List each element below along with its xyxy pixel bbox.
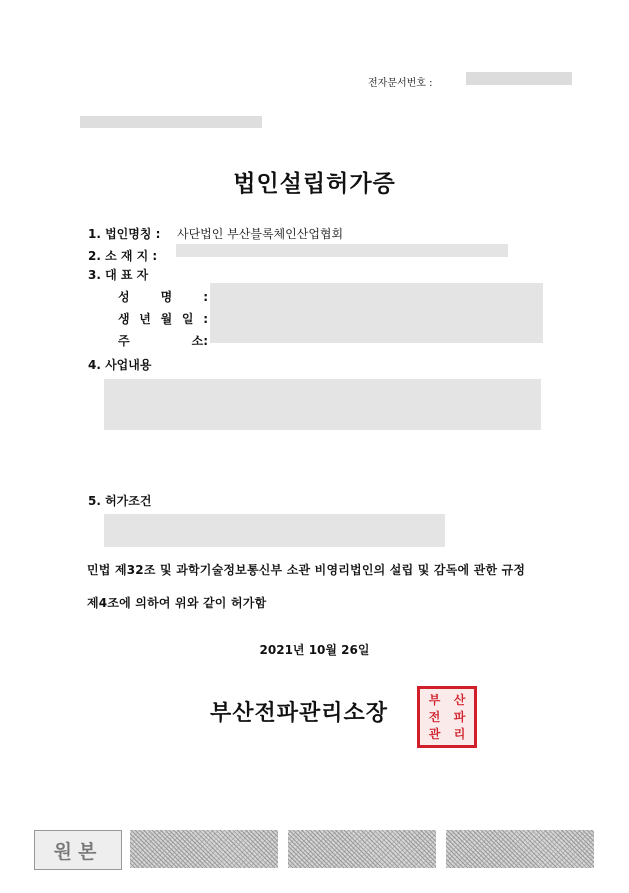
seal-char: 전 xyxy=(428,709,441,724)
issue-date: 2021년 10월 26일 xyxy=(259,643,370,657)
statement-line-1: 민법 제32조 및 과학기술정보통신부 소관 비영리법인의 설립 및 감독에 관한 규정 xyxy=(87,563,526,577)
address-label: 주 소: xyxy=(118,334,208,348)
statement-line-2: 제4조에 의하여 위와 같이 허가함 xyxy=(87,596,267,610)
seal-char: 리 xyxy=(453,727,466,742)
business-redaction xyxy=(104,379,541,430)
business-label: 4. 사업내용 xyxy=(88,358,152,372)
birth-label: 생 년 월 일 : xyxy=(118,312,208,326)
representative-redaction xyxy=(210,283,543,343)
seal-char: 파 xyxy=(453,709,466,724)
seal-char: 산 xyxy=(453,692,466,707)
conditions-redaction xyxy=(104,514,445,547)
representative-label: 3. 대 표 자 xyxy=(88,268,149,282)
security-pattern xyxy=(130,830,278,868)
official-seal xyxy=(417,686,477,748)
seal-char: 부 xyxy=(428,692,441,707)
seal-char: 관 xyxy=(428,727,441,742)
document-number-redaction xyxy=(466,72,572,85)
location-redaction xyxy=(176,244,508,257)
issuer-name: 부산전파관리소장 xyxy=(210,701,389,726)
page-title: 법인설립허가증 xyxy=(233,171,396,197)
original-stamp: 원본 xyxy=(34,830,122,870)
name-label: 성 명 : xyxy=(118,290,208,304)
location-label: 2. 소 재 지 : xyxy=(88,249,158,263)
conditions-label: 5. 허가조건 xyxy=(88,494,152,508)
header-redaction xyxy=(80,116,262,128)
security-pattern xyxy=(446,830,594,868)
corp-name-value: 사단법인 부산블록체인산업협회 xyxy=(177,227,344,241)
security-pattern xyxy=(288,830,436,868)
document-number-label: 전자문서번호 : xyxy=(368,78,433,89)
corp-name-label: 1. 법인명칭 : xyxy=(88,227,161,241)
